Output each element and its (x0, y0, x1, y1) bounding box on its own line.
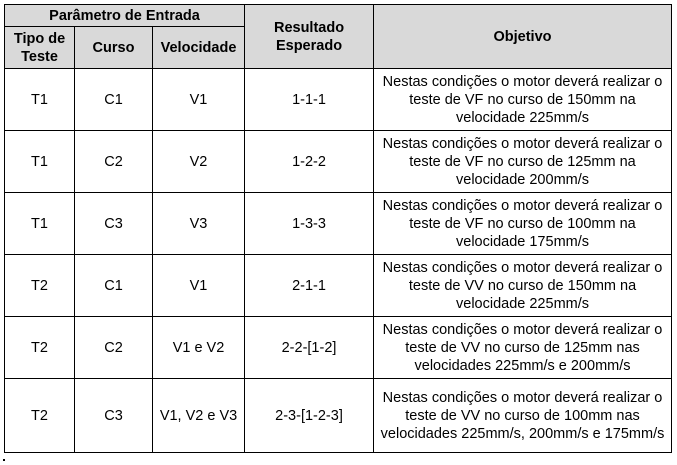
input-parameters-header: Parâmetro de Entrada (5, 5, 245, 27)
test-type-cell: T2 (5, 255, 75, 317)
course-cell: C3 (75, 193, 153, 255)
course-header: Curso (75, 27, 153, 69)
objective-cell: Nestas condições o motor deverá realizar o teste de VV no curso de 125mm nas velocidades 225mm/s e 200mm/s (374, 317, 672, 379)
expected-result-header: Resultado Esperado (245, 5, 374, 69)
objective-cell: Nestas condições o motor deverá realizar o teste de VF no curso de 100mm na velocidade 175mm/s (374, 193, 672, 255)
objective-header: Objetivo (374, 5, 672, 69)
speed-header: Velocidade (153, 27, 245, 69)
objective-cell: Nestas condições o motor deverá realizar o teste de VF no curso de 150mm na velocidade 225mm/s (374, 69, 672, 131)
table-row (5, 193, 672, 255)
expected-result-cell: 2-3-[1-2-3] (245, 379, 374, 453)
speed-cell: V2 (153, 131, 245, 193)
test-type-cell: T1 (5, 193, 75, 255)
course-cell: C1 (75, 255, 153, 317)
test-type-cell: T2 (5, 317, 75, 379)
table-row (5, 379, 672, 453)
course-cell: C2 (75, 131, 153, 193)
table-row (5, 255, 672, 317)
speed-cell: V1, V2 e V3 (153, 379, 245, 453)
test-type-cell: T1 (5, 69, 75, 131)
test-parameters-table (4, 4, 672, 453)
expected-result-cell: 1-3-3 (245, 193, 374, 255)
course-cell: C1 (75, 69, 153, 131)
course-cell: C2 (75, 317, 153, 379)
table-row (5, 317, 672, 379)
expected-result-cell: 1-2-2 (245, 131, 374, 193)
test-type-header: Tipo de Teste (5, 27, 75, 69)
expected-result-cell: 2-2-[1-2] (245, 317, 374, 379)
objective-cell: Nestas condições o motor deverá realizar o teste de VV no curso de 150mm na velocidade 225mm/s (374, 255, 672, 317)
expected-result-cell: 2-1-1 (245, 255, 374, 317)
table-row (5, 131, 672, 193)
objective-cell: Nestas condições o motor deverá realizar o teste de VF no curso de 125mm na velocidade 200mm/s (374, 131, 672, 193)
speed-cell: V3 (153, 193, 245, 255)
objective-cell: Nestas condições o motor deverá realizar o teste de VV no curso de 100mm nas velocidades 225mm/s, 200mm/s e 175mm/s (374, 379, 672, 453)
test-type-cell: T2 (5, 379, 75, 453)
stray-dot (3, 459, 5, 461)
test-type-cell: T1 (5, 131, 75, 193)
expected-result-cell: 1-1-1 (245, 69, 374, 131)
speed-cell: V1 (153, 69, 245, 131)
table-row (5, 69, 672, 131)
speed-cell: V1 e V2 (153, 317, 245, 379)
speed-cell: V1 (153, 255, 245, 317)
course-cell: C3 (75, 379, 153, 453)
